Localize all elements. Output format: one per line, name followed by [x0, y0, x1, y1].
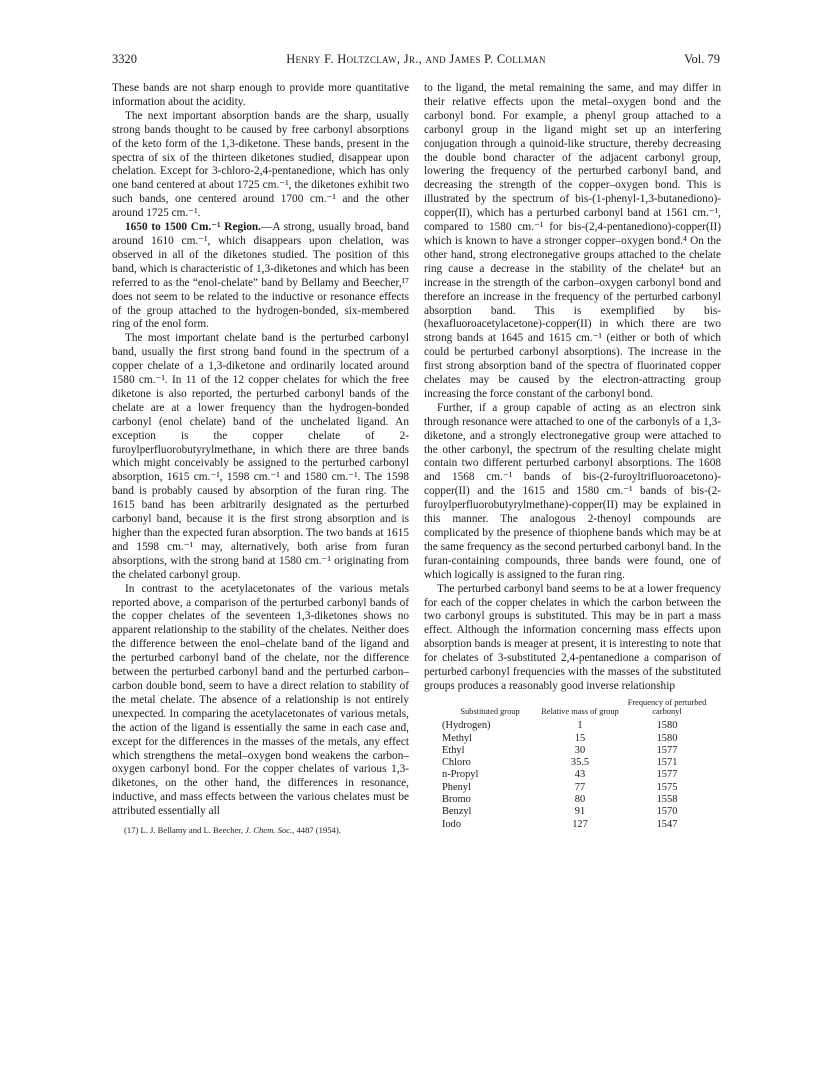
- running-head-authors: Henry F. Holtzclaw, Jr., and James P. Collman: [286, 52, 546, 66]
- table-cell: 1577: [656, 744, 678, 756]
- paragraph-body: —A strong, usually broad, band around 1610 cm.⁻¹, which disappears upon chelation, was observed in all of the diketones studied. The position of this band, which is characteristic of 1,3-diketones and which has been referred to as the “enol-chelate” band by Bellamy and Beecher,¹⁷ does not seem to be related to the inductive or resonance effects of the group attached to the hydrogen-bonded, six-membered ring of the enol form.: [112, 221, 409, 331]
- table-cell: 1571: [656, 757, 678, 769]
- table-cell: 127: [572, 818, 588, 830]
- table-row: [442, 733, 712, 745]
- table-cell: 77: [574, 781, 586, 793]
- table-row: [442, 794, 712, 806]
- table-cell: 91: [574, 806, 586, 818]
- table-cell: Iodo: [442, 818, 462, 830]
- volume-number: Vol. 79: [684, 52, 720, 66]
- right-column: [424, 82, 721, 831]
- table-cell: 15: [574, 732, 586, 744]
- table-cell: 1558: [656, 794, 678, 806]
- paragraph: The perturbed carbonyl band seems to be at a lower frequency for each of the copper chelates in which the carbon between the two carbonyl groups is substituted. This may be in part a mass effect. Although the information concerning mass effects upon absorption bands is meager at present, it is interesting to note that for chelates of 3-substituted 2,4-pentanedione a comparison of perturbed carbonyl frequencies with the masses of the substituted groups produces a reasonably good inverse relationship: [424, 582, 721, 692]
- table-cell: 1547: [656, 818, 678, 830]
- paragraph: The most important chelate band is the perturbed carbonyl band, usually the first strong band found in the spectrum of a copper chelate of a 1,3-diketone and ordinarily located around 1580 cm.⁻¹. In 11 of the 12 copper chelates for which the free diketone is also reported, the perturbed carbonyl bands of the chelate are at a lower frequency than the hydrogen-bonded carbonyl (enol chelate) band of the unchelated ligand. An exception is the copper chelate of 2-furoylperfluorobutyrylmethane, in which there are three bands which might conceivably be assigned to the perturbed carbonyl absorption, 1615 cm.⁻¹, 1598 cm.⁻¹ and 1580 cm.⁻¹. The 1598 band is probably caused by absorption of the furan ring. The 1615 band has been arbitrarily designated as the perturbed carbonyl band, because it is the first strong absorption and is higher than the expected furan absorption. The two bands at 1615 and 1598 cm.⁻¹ may, alternatively, both arise from furan absorptions, with the strong band at 1580 cm.⁻¹ originating from the chelated carbonyl group.: [112, 332, 409, 581]
- table-cell: 1570: [656, 806, 678, 818]
- table-cell: 43: [574, 769, 586, 781]
- table-row: [442, 782, 712, 794]
- running-header: [112, 52, 720, 70]
- table-header: Substituted group: [460, 707, 520, 717]
- paragraph: to the ligand, the metal remaining the same, and may differ in their relative effects upon the metal–oxygen bond and the carbonyl bond. For example, a phenyl group attached to a carbonyl group in the ligand might set up an interfering conjugation through a quinoid-like structure, thereby decreasing the double bond character of the adjacent carbonyl group, lowering the frequency of the perturbed carbonyl band, and decreasing the strength of the copper–oxygen bond. This is illustrated by the spectrum of bis-(1-phenyl-1,3-butanediono)-copper(II), which has a perturbed carbonyl band at 1561 cm.⁻¹, compared to 1580 cm.⁻¹ for bis-(2,4-pentanediono)-copper(II) which is known to have a stronger copper–oxygen bond.⁴ On the other hand, strong electronegative groups attached to the chelate ring cause a decrease in the stability of the chelate⁴ but an increase in the strength of the carbon–oxygen carbonyl bond and therefore an increase in the frequency of the perturbed carbonyl absorption band. This is exemplified by bis-(hexafluoroacetylacetone)-copper(II) in which there are two strong bands at 1645 and 1615 cm.⁻¹ (either or both of which could be perturbed carbonyl absorptions). The increase in the first strong absorption band of the spectra of fluorinated copper chelates may be caused by the electron-attracting group increasing the force constant of the carbonyl bond.: [424, 82, 721, 400]
- table-cell: n-Propyl: [442, 769, 479, 781]
- table-row: [442, 769, 712, 781]
- left-column: [112, 82, 409, 836]
- paragraph: [112, 221, 409, 332]
- table-row: [442, 819, 712, 831]
- table-cell: 1575: [656, 781, 678, 793]
- table-row: [442, 745, 712, 757]
- table-cell: Benzyl: [442, 806, 472, 818]
- table-cell: 80: [574, 794, 586, 806]
- table-cell: 1580: [656, 732, 678, 744]
- table-row: [442, 806, 712, 818]
- table-body: [442, 720, 712, 831]
- footnote-authors: (17) L. J. Bellamy and L. Beecher,: [124, 825, 243, 836]
- table-header-row: [442, 698, 712, 720]
- footnote-journal: J. Chem. Soc.,: [245, 825, 295, 836]
- table-header: Frequency of perturbed carbonyl: [627, 697, 707, 717]
- paragraph: The next important absorption bands are the sharp, usually strong bands thought to be caused by free carbonyl absorptions of the keto form of the 1,3-diketone. These bands, present in the spectra of six of the thirteen diketones studied, disappear upon chelation. Except for 3-chloro-2,4-pentanedione, which has only one band centered at about 1725 cm.⁻¹, the diketones exhibit two such bands, one centered around 1700 cm.⁻¹ and the other around 1725 cm.⁻¹.: [112, 109, 409, 220]
- table-cell: Ethyl: [442, 744, 465, 756]
- paragraph: Further, if a group capable of acting as an electron sink through resonance were attached to one of the carbonyls of a 1,3-diketone, and a strongly electronegative group were attached to the other carbonyl, the spectrum of the resulting chelate might contain two different perturbed carbonyl absorptions. The 1608 and 1568 cm.⁻¹ bands of bis-(2-furoyltrifluoroacetono)-copper(II) and the 1615 and 1580 cm.⁻¹ bands of bis-(2-furoylperfluorobutyrylmethane)-copper(II) may be explained in this manner. The analogous 2-thenoyl compounds are complicated by the presence of thiophene bands which may be at the same frequency as the second perturbed carbonyl band. In the furan-containing compounds, three bands were found, one of which logically is assigned to the furan ring.: [424, 401, 721, 581]
- table-row: [442, 757, 712, 769]
- table-cell: Chloro: [442, 757, 471, 769]
- table-cell: 1580: [656, 720, 678, 732]
- table-row: [442, 720, 712, 732]
- paragraph: In contrast to the acetylacetonates of the various metals reported above, a comparison of the perturbed carbonyl bands of the copper chelates of the seventeen 1,3-diketones shows no apparent relationship to the stability of the chelates. Neither does the difference between the enol–chelate band of the ligand and the perturbed carbonyl band of the chelate, nor the difference between the perturbed carbonyl band and the perturbed carbon–carbon double bond, seem to have a direct relation to stability of the metal chelate. The absence of a relationship is not entirely unexpected. In comparing the acetylacetonates of various metals, the action of the ligand is essentially the same in each case and, except for the differences in the masses of the metals, any effect which strengthens the metal–oxygen bond weakens the carbon–oxygen carbonyl bond. For the copper chelates of various 1,3-diketones, on the other hand, the differences in resonance, inductive, and mass effects between the various chelates must be attributed essentially all: [112, 582, 409, 818]
- mass-frequency-table: [442, 698, 712, 831]
- footnote: [112, 825, 409, 836]
- table-cell: Phenyl: [442, 781, 471, 793]
- paragraph: These bands are not sharp enough to provide more quantitative information about the acidity.: [112, 82, 409, 108]
- table-header: Relative mass of group: [541, 707, 619, 717]
- table-cell: 30: [574, 744, 586, 756]
- table-cell: Methyl: [442, 732, 473, 744]
- table-cell: (Hydrogen): [442, 720, 491, 732]
- page-number: 3320: [112, 52, 137, 66]
- table-cell: Bromo: [442, 794, 471, 806]
- table-cell: 35.5: [570, 757, 590, 769]
- section-run-in-heading: 1650 to 1500 Cm.⁻¹ Region.: [125, 221, 262, 234]
- table-cell: 1577: [656, 769, 678, 781]
- table-cell: 1: [577, 720, 583, 732]
- footnote-citation: 4487 (1954).: [296, 825, 341, 836]
